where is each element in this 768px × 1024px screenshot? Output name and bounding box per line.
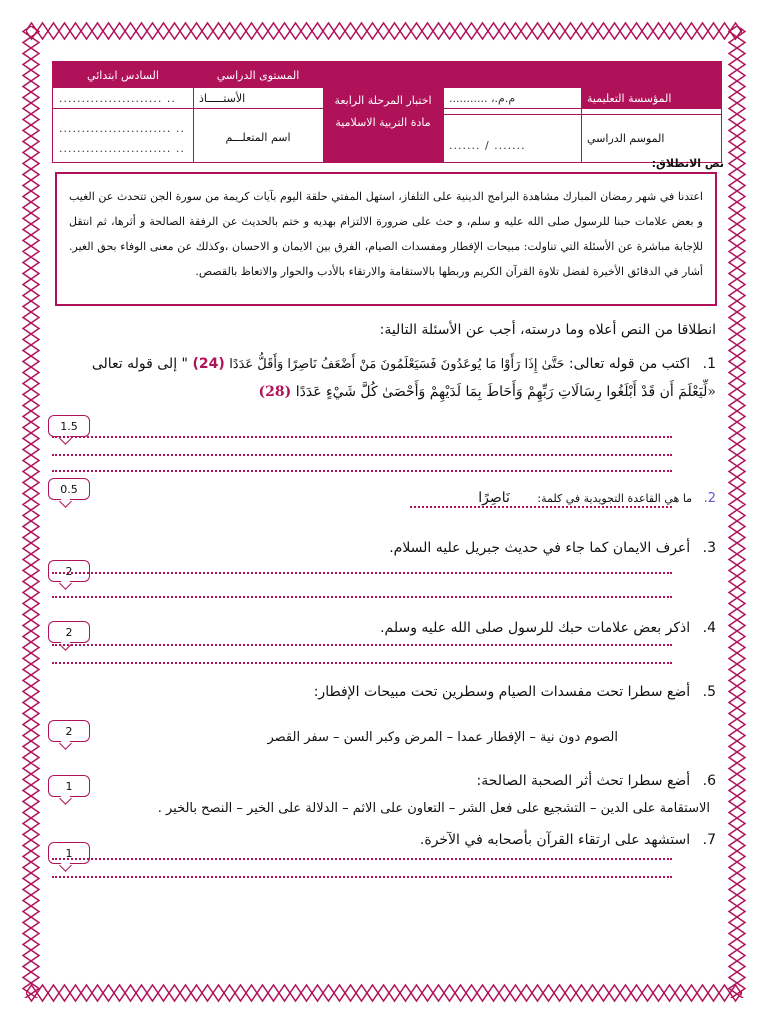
answer-line[interactable] xyxy=(52,454,672,456)
question-5-number: 5. xyxy=(702,684,716,700)
question-7-number: 7. xyxy=(702,832,716,848)
answer-line[interactable] xyxy=(52,596,672,598)
score-badge-q7: 1 xyxy=(48,842,90,864)
answer-line[interactable] xyxy=(52,572,672,574)
question-6-number: 6. xyxy=(702,773,716,789)
score-badge-q6: 1 xyxy=(48,775,90,797)
passage-label: نص الانطلاق: xyxy=(651,157,724,170)
question-2-text: ما هي القاعدة التجويدية في كلمة: xyxy=(537,492,693,505)
score-badge-q4: 2 xyxy=(48,621,90,643)
question-1-text: اكتب من قوله تعالى: xyxy=(568,356,691,372)
zigzag-pattern xyxy=(26,23,742,39)
level-label: المستوى الدراسي xyxy=(193,62,323,88)
score-badge-q3: 2 xyxy=(48,560,90,582)
grid-line xyxy=(323,62,324,162)
student-label: اسم المتعلـــم xyxy=(225,131,291,144)
score-badge-q2: 0.5 xyxy=(48,478,90,500)
exam-title-line2: مادة التربية الاسلامية xyxy=(335,116,431,129)
question-7-text: استشهد على ارتقاء القرآن بأصحابه في الآخرة. xyxy=(419,832,691,848)
question-1-verse-a: حَتَّىٰ إِذَا رَأَوْا مَا يُوعَدُونَ فَسَيَعْلَمُونَ مَنْ أَضْعَفُ نَاصِرًا وَأَقَلُّ عَدَدًا xyxy=(229,357,565,372)
grid-line xyxy=(443,108,721,109)
student-value-2: .. ......................... xyxy=(59,141,185,155)
answer-line[interactable] xyxy=(52,470,672,472)
decorative-border-top xyxy=(26,20,742,42)
teacher-label: الأستـــــاذ xyxy=(199,91,246,105)
question-1-verse-b: «لِّيَعْلَمَ أَن قَدْ أَبْلَغُوا رِسَالَاتِ رَبِّهِمْ وَأَحَاطَ بِمَا لَدَيْهِمْ وَأَحْصَىٰ كُلَّ شَيْءٍ عَدَدًا xyxy=(295,384,716,400)
question-3 xyxy=(389,540,716,556)
question-6-options: الاستقامة على الدين – التشجيع على فعل الشر – التعاون على الاثم – الدلالة على الخير – النصح بالخير . xyxy=(157,801,710,816)
student-value-1: .. ......................... xyxy=(59,121,185,135)
season-label: الموسم الدراسي xyxy=(587,131,665,145)
question-1 xyxy=(92,356,716,372)
answer-line[interactable] xyxy=(52,662,672,664)
question-7 xyxy=(420,832,716,848)
decorative-border-right xyxy=(726,26,748,998)
grid-line xyxy=(443,62,444,162)
answer-line[interactable] xyxy=(410,506,672,508)
exam-title xyxy=(323,62,443,162)
question-4 xyxy=(380,620,716,636)
grid-line xyxy=(193,88,194,162)
passage-box xyxy=(55,172,717,306)
answer-line[interactable] xyxy=(52,644,672,646)
question-4-number: 4. xyxy=(702,620,716,636)
question-2-number: 2. xyxy=(703,491,716,506)
question-5-text: أضع سطرا تحت مفسدات الصيام وسطرين تحت مبيحات الإفطار: xyxy=(313,684,691,700)
exam-title-line1: اختبار المرحلة الرابعة xyxy=(334,94,432,107)
passage-text: اعتدنا في شهر رمضان المبارك مشاهدة البرامج الدينية على التلفاز، استهل المفتي حلقة اليوم بآيات كريمة من سورة الجن تتحدث عن الغيب و بعض علامات حبنا للرسول صلى الله عليه و سلم، و حث على ضرورة الالتزام بهديه و ختم بالحديث عن الرفقة الصالحة و أثرها، ثم انتقل للإجابة مباشرة عن الأسئلة التي تناولت: مبيحات الإفطار ومفسدات الصيام، الفرق بين الايمان و الاحسان ،وكذلك عن معنى الوفاء بحق الغير. أشار في الدقائق الأخيرة لفضل تلاوة القرآن الكريم وربطها بالاستقامة والارتقاء بالأدب والحوار والاتعاظ بالقصص. xyxy=(69,190,703,278)
question-6-text: أضع سطرا تحث أثر الصحبة الصالحة: xyxy=(476,773,691,789)
answer-line[interactable] xyxy=(52,858,672,860)
question-1-text-b: " إلى قوله تعالى xyxy=(91,356,188,372)
question-6 xyxy=(477,773,716,789)
answer-line[interactable] xyxy=(52,876,672,878)
instructions: انطلاقا من النص أعلاه وما درسته، أجب عن الأسئلة التالية: xyxy=(379,322,716,338)
grid-line xyxy=(53,108,323,109)
question-1-number: 1. xyxy=(702,356,716,372)
question-1-verse-line xyxy=(259,384,716,400)
question-1-ref-a: (24) xyxy=(192,356,225,372)
decorative-border-left xyxy=(20,26,42,998)
score-badge-q1: 1.5 xyxy=(48,415,90,437)
grid-line xyxy=(581,88,582,162)
score-badge-q5: 2 xyxy=(48,720,90,742)
question-2-word: نَاصِرًا xyxy=(478,490,510,506)
question-3-text: أعرف الايمان كما جاء في حديث جبريل عليه السلام. xyxy=(389,540,691,556)
level-value: السادس ابتدائي xyxy=(53,62,193,88)
zigzag-pattern xyxy=(23,26,39,998)
institution-label: المؤسسة التعليمية xyxy=(581,88,721,108)
institution-value: م.م.، ........... xyxy=(449,91,516,105)
question-4-text: اذكر بعض علامات حبك للرسول صلى الله عليه وسلم. xyxy=(380,620,691,636)
zigzag-pattern xyxy=(26,985,742,1001)
teacher-value: .. ....................... xyxy=(59,91,176,105)
answer-line[interactable] xyxy=(52,436,672,438)
season-value: ....... / ....... xyxy=(449,139,526,152)
decorative-border-bottom xyxy=(26,982,742,1004)
grid-line xyxy=(443,114,721,115)
zigzag-pattern xyxy=(729,26,745,998)
question-1-ref-b: (28) xyxy=(258,384,292,400)
question-5 xyxy=(314,684,716,700)
exam-header-table xyxy=(52,61,722,163)
question-2 xyxy=(478,490,716,506)
question-5-options: الصوم دون نية – الإفطار عمدا – المرض وكبر السن – سفر القصر xyxy=(267,730,618,745)
question-3-number: 3. xyxy=(702,540,716,556)
